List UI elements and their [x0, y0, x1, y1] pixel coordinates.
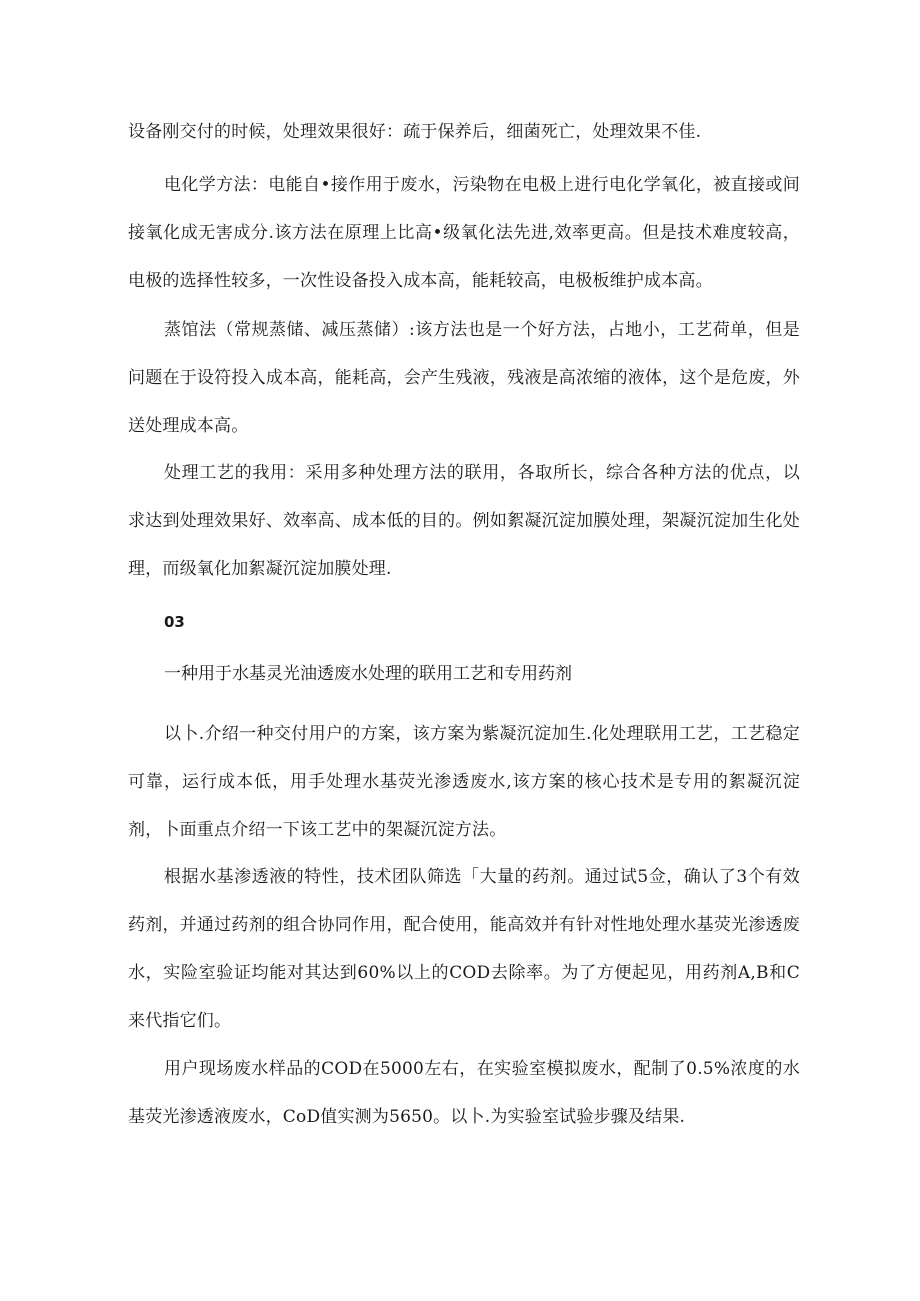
paragraph-electrochemical: 电化学方法：电能自•接作用于废水，污染物在电极上进行电化学氧化，被直接或间接氧化成无害成分.该方法在原理上比高•级氧化法先进,效率更高。但是技术难度较高，电极的选择性较多，一次性设备投入成本高，能耗较高，电极板维护成本高。 — [128, 175, 800, 291]
paragraph-distillation: 蒸馆法（常规蒸储、减压蒸储）:该方法也是一个好方法，占地小，工艺荷单，但是问题在于设符投入成本高，能耗高，会产生残液，残液是高浓缩的液体，这个是危废，外送处理成本高。 — [128, 320, 800, 436]
paragraph-reagent-selection: 根据水基渗透液的特性，技术团队筛选「大量的药剂。通过试5佥，确认了3个有效药剂，并通过药剂的组合协同作用，配合使用，能高效并有针对性地处理水基荧光渗透废水，实险室验证均能对其达到60%以上的COD去除率。为了方便起见，用药剂A,B和C来代指它们。 — [128, 867, 800, 1031]
paragraph-solution-intro: 以卜.介绍一种交付用户的方案，该方案为紫凝沉淀加生.化处理联用工艺，工艺稳定可靠，运行成本低，用手处理水基荧光渗透废水,该方案的核心技术是专用的絮凝沉淀剂，卜面重点介绍一下该工艺中的架凝沉淀方法。 — [128, 724, 800, 840]
section-number: 03 — [164, 613, 185, 631]
paragraph-maintenance-note: 设备刚交付的时候，处理效果很好：疏于保养后，细菌死亡，处理效果不佳. — [128, 122, 702, 142]
paragraph-combined-process: 处理工艺的我用：采用多种处理方法的联用，各取所长，综合各种方法的优点，以求达到处理效果好、效率高、成本低的目的。例如絮凝沉淀加膜处理，架凝沉淀加生化处理，而级氧化加絮凝沉淀加膜处理. — [128, 463, 800, 579]
section-title: 一种用于水基灵光油透废水处理的联用工艺和专用药剂 — [164, 664, 572, 684]
paragraph-lab-simulation: 用户现场废水样品的COD在5000左右，在实验室模拟废水，配制了0.5%浓度的水基荧光渗透液废水，CoD值实测为5650。以卜.为实验室试验步骤及结果. — [128, 1059, 800, 1127]
